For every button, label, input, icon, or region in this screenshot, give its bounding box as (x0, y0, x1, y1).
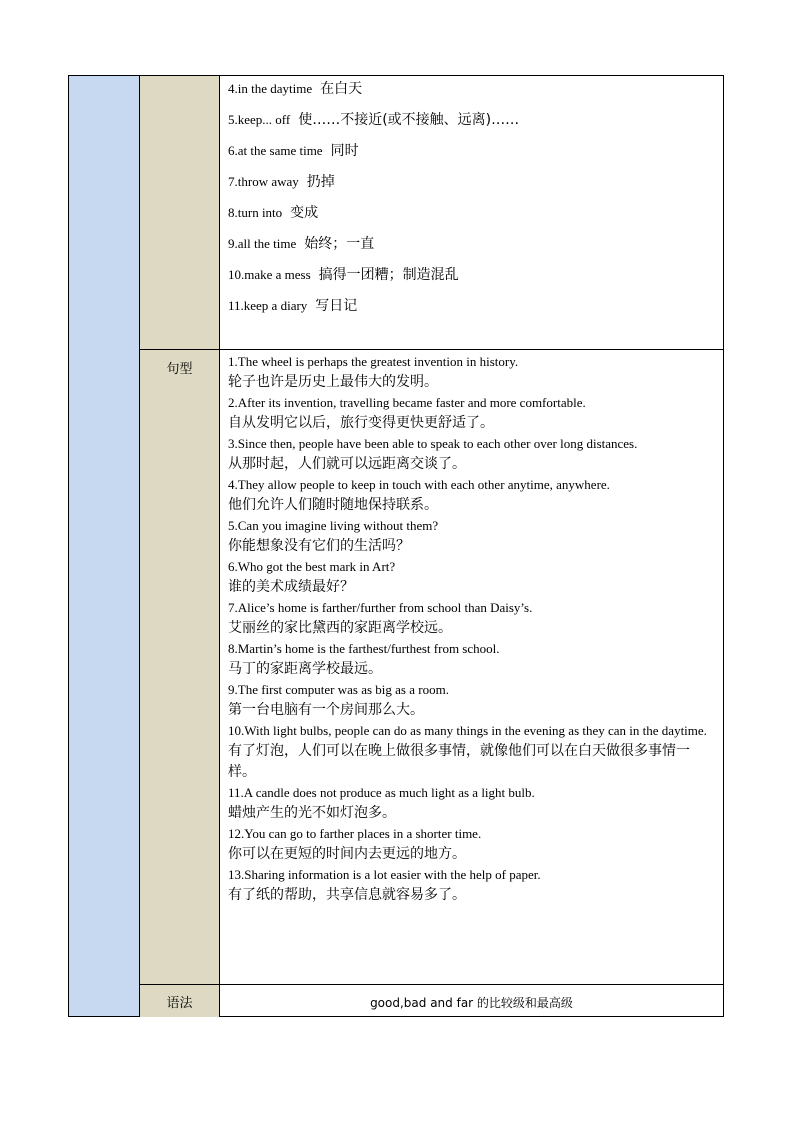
phrase-item (228, 264, 715, 295)
phrase-cn: 使……不接近(或不接触、远离)…… (298, 112, 520, 128)
sentence-item (228, 721, 715, 783)
sentence-item (228, 393, 715, 434)
sentence-cn: 轮子也许是历史上最伟大的发明。 (228, 374, 438, 390)
phrase-cn: 在白天 (320, 81, 363, 97)
phrases-list (228, 78, 715, 326)
phrase-en: 8.turn into (228, 205, 283, 220)
sentence-item (228, 639, 715, 680)
sentence-cn: 艾丽丝的家比黛西的家距离学校远。 (228, 620, 452, 636)
sentence-cn: 你能想象没有它们的生活吗？ (228, 538, 410, 554)
sentences-label: 句型 (166, 362, 193, 377)
sentence-cn: 第一台电脑有一个房间那么大。 (228, 702, 424, 718)
phrase-item (228, 171, 715, 202)
sentence-en: 9.The first computer was as big as a room. (228, 682, 449, 697)
sentences-list (228, 352, 715, 906)
phrases-label-cell (140, 76, 220, 350)
sentence-cn: 谁的美术成绩最好？ (228, 579, 354, 595)
sentence-item (228, 680, 715, 721)
sentence-en: 10.With light bulbs, people can do as many things in the evening as they can in the daytime. (228, 723, 707, 738)
content-table (68, 75, 724, 1017)
phrase-cn: 同时 (330, 143, 359, 159)
sentence-cn: 有了纸的帮助，共享信息就容易多了。 (228, 887, 466, 903)
sentence-en: 11.A candle does not produce as much light as a light bulb. (228, 785, 535, 800)
phrase-en: 4.in the daytime (228, 81, 313, 96)
phrase-en: 9.all the time (228, 236, 297, 251)
grammar-label: 语法 (166, 996, 193, 1011)
phrase-item (228, 109, 715, 140)
phrase-en: 10.make a mess (228, 267, 311, 282)
phrase-item (228, 295, 715, 326)
sentence-item (228, 352, 715, 393)
phrase-cn: 始终；一直 (304, 236, 375, 252)
sentence-en: 2.After its invention, travelling became faster and more comfortable. (228, 395, 586, 410)
sentence-item (228, 557, 715, 598)
sentence-en: 1.The wheel is perhaps the greatest invention in history. (228, 354, 519, 369)
phrase-item (228, 140, 715, 171)
sentence-en: 4.They allow people to keep in touch with each other anytime, anywhere. (228, 477, 610, 492)
sentence-en: 12.You can go to farther places in a shorter time. (228, 826, 482, 841)
phrase-item (228, 233, 715, 264)
phrase-cn: 搞得一团糟；制造混乱 (318, 267, 459, 283)
sentence-item (228, 475, 715, 516)
phrase-item (228, 202, 715, 233)
phrase-en: 7.throw away (228, 174, 299, 189)
sentence-cn: 自从发明它以后，旅行变得更快更舒适了。 (228, 415, 494, 431)
grammar-label-cell (140, 985, 220, 1017)
side-column (69, 76, 140, 1016)
phrase-cn: 写日记 (315, 298, 358, 314)
sentence-cn: 马丁的家距离学校最远。 (228, 661, 382, 677)
sentences-label-cell (140, 350, 220, 985)
sentence-cn: 从那时起，人们就可以远距离交谈了。 (228, 456, 466, 472)
sentence-item (228, 783, 715, 824)
phrase-en: 11.keep a diary (228, 298, 308, 313)
phrase-cn: 扔掉 (306, 174, 335, 190)
sentence-en: 6.Who got the best mark in Art? (228, 559, 396, 574)
sentence-en: 8.Martin’s home is the farthest/furthest from school. (228, 641, 500, 656)
sentence-item (228, 824, 715, 865)
sentence-cn: 他们允许人们随时随地保持联系。 (228, 497, 438, 513)
sentence-en: 13.Sharing information is a lot easier with the help of paper. (228, 867, 541, 882)
sentence-en: 7.Alice’s home is farther/further from school than Daisy’s. (228, 600, 533, 615)
phrase-item (228, 78, 715, 109)
grammar-text: good,bad and far 的比较级和最高级 (370, 996, 573, 1010)
sentence-en: 5.Can you imagine living without them? (228, 518, 439, 533)
row-divider (140, 349, 723, 350)
sentence-item (228, 598, 715, 639)
sentence-item (228, 865, 715, 906)
phrase-en: 6.at the same time (228, 143, 323, 158)
sentence-cn: 蜡烛产生的光不如灯泡多。 (228, 805, 396, 821)
sentence-cn: 你可以在更短的时间内去更远的地方。 (228, 846, 466, 862)
phrase-cn: 变成 (290, 205, 319, 221)
sentence-item (228, 434, 715, 475)
sentence-cn: 有了灯泡，人们可以在晚上做很多事情，就像他们可以在白天做很多事情一样。 (228, 743, 690, 780)
phrase-en: 5.keep... off (228, 112, 291, 127)
row-divider (140, 984, 723, 985)
sentence-en: 3.Since then, people have been able to speak to each other over long distances. (228, 436, 638, 451)
sentence-item (228, 516, 715, 557)
